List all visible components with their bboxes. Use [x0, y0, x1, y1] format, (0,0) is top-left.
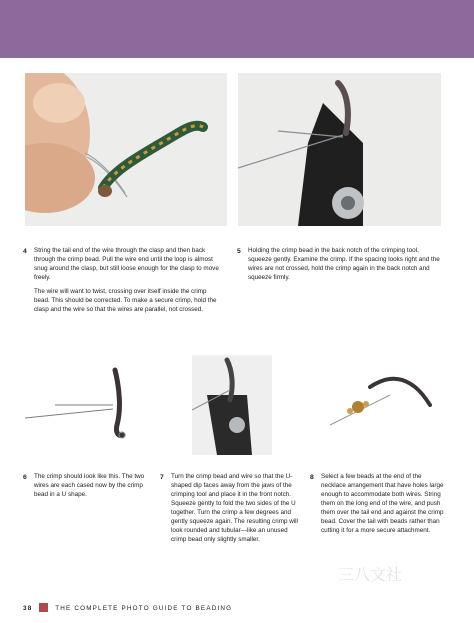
- step-paragraph: Turn the crimp bead and wire so that the U-shaped dip faces away from the jaws of the crimping tool and place it in the front notch. Squeeze gently to fold the two sides of the U together. Turn the crimp a few degrees and gently squeeze again. The resulting crimp will look rounded and tubular—like an unused crimp bead only slightly smaller.: [171, 473, 298, 543]
- step-paragraph: The wire will want to twist, crossing over itself inside the crimp bead. This should be corrected. To make a secure crimp, hold the clasp and the wire so that the wires are parallel, not crossed.: [34, 287, 217, 313]
- step-number: 7: [160, 474, 164, 481]
- step-7: [160, 473, 300, 550]
- photo-crimp-bead-on-wire: [25, 73, 227, 226]
- step-number: 5: [237, 248, 241, 255]
- step-number: 4: [23, 248, 27, 255]
- step-paragraph: The crimp should look like this. The two wires are each cased now by the crimp bead in a U shape.: [34, 473, 145, 498]
- step-8: [310, 473, 445, 541]
- page-number: 38: [23, 605, 33, 612]
- header-banner: [0, 0, 474, 58]
- watermark: 三八文社: [338, 567, 403, 584]
- photo-crimping-tool-back-notch: [238, 73, 441, 226]
- book-title: THE COMPLETE PHOTO GUIDE TO BEADING: [55, 605, 233, 612]
- step-paragraph: Holding the crimp bead in the back notch of the crimping tool, squeeze gently. Examine the crimp. If the spacing looks right and the wires are not crossed, hold the crimp again in the back notch and squeeze firmly.: [248, 247, 440, 281]
- step-number: 8: [310, 474, 314, 481]
- step-paragraph: Select a few beads at the end of the necklace arrangement that have holes large enough to accommodate both wires. String them on the long end of the wire, and push them over the tail end and against the crimp bead. Cover the tail with beads rather than cutting it for a more secure attachment.: [321, 473, 444, 534]
- footer-logo-icon: [39, 603, 48, 612]
- photo-beads-on-wire: [330, 367, 440, 445]
- step-5: [237, 247, 442, 288]
- step-4: [23, 247, 223, 320]
- photo-crimp-u-shape: [25, 355, 143, 455]
- step-6: [23, 473, 151, 505]
- step-paragraph: String the tail end of the wire through the clasp and then back through the crimp bead. Pull the wire end until the loop is almost snug around the clasp, but still loose enough for the clasp to move freely.: [34, 247, 219, 281]
- page-footer: [23, 603, 232, 612]
- step-number: 6: [23, 474, 27, 481]
- photo-crimping-tool-front-notch: [192, 355, 272, 455]
